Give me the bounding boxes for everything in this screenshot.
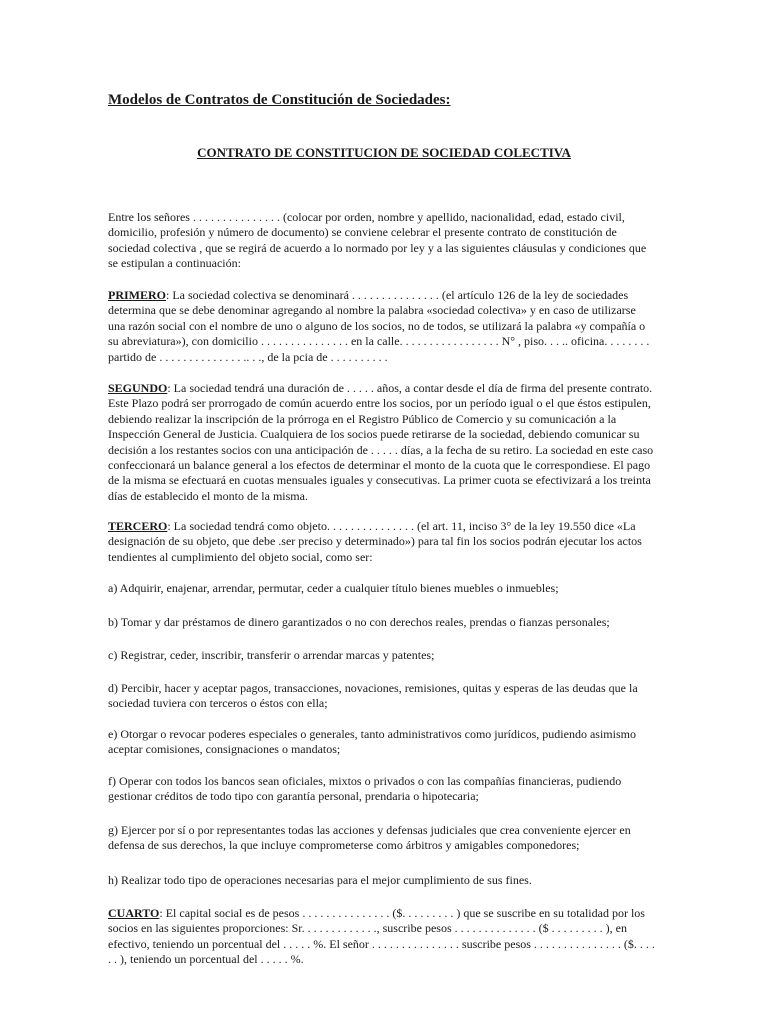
- clause-cuarto-text: : El capital social es de pesos . . . . . . . . . . . . . . . ($. . . . . . . . . ) que se suscribe en su totalidad por los socios en las siguientes proporciones: Sr. . . . . . . . . . . . ., suscribe pesos . . . . . . . . . . . . . . ($ . . . . . . . . . ), en efectivo, teniendo un porcentual del . . . . . %. El señor . . . . . . . . . . . . . . . suscribe pesos . . . . . . . . . . . . . . . ($. . . . . . ), teniendo un porcentual del . . . . . %.: [108, 906, 655, 967]
- clause-cuarto-heading: CUARTO: [108, 906, 160, 920]
- clause-cuarto: [108, 906, 656, 968]
- clause-tercero: [108, 519, 656, 565]
- object-item-b: b) Tomar y dar préstamos de dinero garantizados o no con derechos reales, prendas o fianzas personales;: [108, 615, 610, 629]
- clause-tercero-text: : La sociedad tendrá como objeto. . . . . . . . . . . . . . . (el art. 11, inciso 3° de la ley 19.550 dice «La designación de su objeto, que debe .ser preciso y determinado») para tal fin los socios podrán ejecutar los actos tendientes al cumplimiento del objeto social, como ser:: [108, 519, 642, 564]
- clause-primero-heading: PRIMERO: [108, 288, 166, 302]
- clause-segundo: [108, 381, 656, 504]
- intro-paragraph: Entre los señores . . . . . . . . . . . . . . . (colocar por orden, nombre y apellido, nacionalidad, edad, estado civil, domicilio, profesión y número de documento) se conviene celebrar el presente contrato de constitución de sociedad colectiva , que se regirá de acuerdo a lo normado por ley y a las siguientes cláusulas y condiciones que se estipulan a continuación:: [108, 210, 647, 271]
- clause-primero: [108, 288, 656, 365]
- object-item-h: h) Realizar todo tipo de operaciones necesarias para el mejor cumplimiento de sus fines.: [108, 873, 532, 887]
- object-item-f: f) Operar con todos los bancos sean oficiales, mixtos o privados o con las compañías financieras, pudiendo gestionar créditos de todo tipo con garantía personal, prendaria o hipotecaria;: [108, 774, 622, 804]
- clause-segundo-heading: SEGUNDO: [108, 381, 168, 395]
- clause-primero-text: : La sociedad colectiva se denominará . . . . . . . . . . . . . . . (el artículo 126 de la ley de sociedades determina que se debe denominar agregando al nombre la palabra «sociedad colectiva» y en caso de utilizarse una razón social con el nombre de uno o alguno de los socios, no de todos, se utilizará la palabra «y compañía o su abreviatura»), con domicilio . . . . . . . . . . . . . . . en la calle. . . . . . . . . . . . . . . . . N° , piso. . . .. oficina. . . . . . . . partido de . . . . . . . . . . . . . . .. . ., de la pcia de . . . . . . . . . .: [108, 288, 650, 364]
- object-item-e: e) Otorgar o revocar poderes especiales o generales, tanto administrativos como jurídicos, pudiendo asimismo aceptar comisiones, consignaciones o mandatos;: [108, 727, 636, 757]
- clause-tercero-heading: TERCERO: [108, 519, 168, 533]
- object-item-g: g) Ejercer por sí o por representantes todas las acciones y defensas judiciales que crea conveniente ejercer en defensa de sus derechos, la que incluye comprometerse como árbitros y amigables componedores;: [108, 823, 631, 853]
- document-title: Modelos de Contratos de Constitución de Sociedades:: [108, 92, 451, 108]
- object-item-d: d) Percibir, hacer y aceptar pagos, transacciones, novaciones, remisiones, quitas y esperas de las deudas que la sociedad tuviera con terceros o éstos con ella;: [108, 681, 638, 711]
- clause-segundo-text: : La sociedad tendrá una duración de . . . . . años, a contar desde el día de firma del presente contrato. Este Plazo podrá ser prorrogado de común acuerdo entre los socios, por un período igual o el que éstos estipulen, debiendo realizar la inscripción de la prórroga en el Registro Público de Comercio y su comunicación a la Inspección General de Justicia. Cualquiera de los socios puede retirarse de la sociedad, debiendo comunicar su decisión a los restantes socios con una anticipación de . . . . . días, a la fecha de su retiro. La sociedad en este caso confeccionará un balance general a los efectos de determinar el monto de la cuota que le correspondiese. El pago de la misma se efectuará en cuotas mensuales iguales y consecutivas. La primer cuota se efectivizará a los treinta días de establecido el monto de la misma.: [108, 381, 654, 503]
- object-item-a: a) Adquirir, enajenar, arrendar, permutar, ceder a cualquier título bienes muebles o inmuebles;: [108, 581, 559, 595]
- contract-title: CONTRATO DE CONSTITUCION DE SOCIEDAD COLECTIVA: [197, 145, 571, 160]
- object-item-c: c) Registrar, ceder, inscribir, transferir o arrendar marcas y patentes;: [108, 648, 435, 662]
